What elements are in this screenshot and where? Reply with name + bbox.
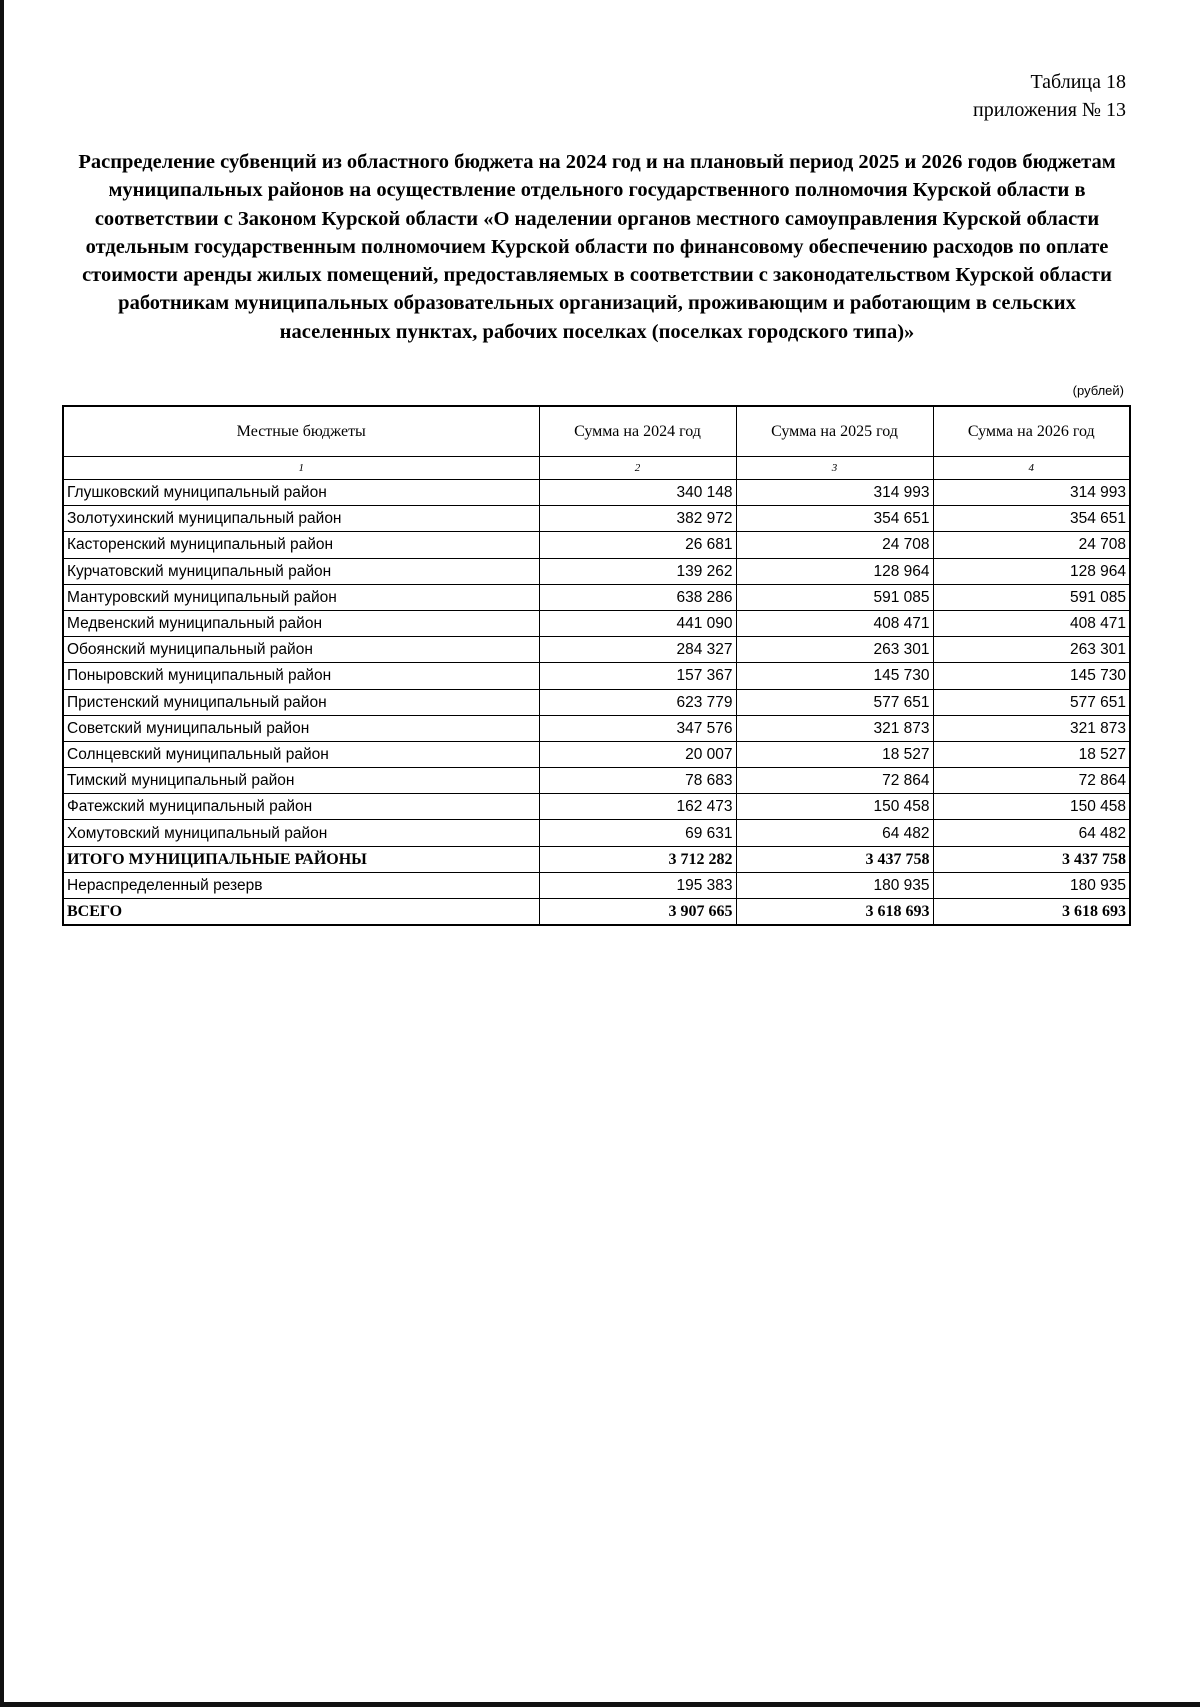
subtotal-row (63, 846, 1130, 872)
amount-2024-cell: 284 327 (539, 637, 736, 663)
col-number-2: 2 (539, 457, 736, 480)
table-row (63, 715, 1130, 741)
col-header-budgets: Местные бюджеты (63, 406, 539, 457)
amount-2026-cell: 3 618 693 (933, 899, 1130, 926)
appendix-label: приложения № 13 (972, 99, 1126, 121)
table-header-row (63, 406, 1130, 457)
district-name-cell: Мантуровский муниципальный район (63, 584, 539, 610)
amount-2024-cell: 162 473 (539, 794, 736, 820)
col-header-2025: Сумма на 2025 год (736, 406, 933, 457)
district-name-cell: Курчатовский муниципальный район (63, 558, 539, 584)
amount-2024-cell: 195 383 (539, 872, 736, 898)
table-row (63, 741, 1130, 767)
col-number-4: 4 (933, 457, 1130, 480)
amount-2024-cell: 3 907 665 (539, 899, 736, 926)
amount-2025-cell: 577 651 (736, 689, 933, 715)
col-header-2024: Сумма на 2024 год (539, 406, 736, 457)
table-row (63, 506, 1130, 532)
table-row (63, 610, 1130, 636)
amount-2026-cell: 577 651 (933, 689, 1130, 715)
amount-2025-cell: 24 708 (736, 532, 933, 558)
amount-2025-cell: 18 527 (736, 741, 933, 767)
scan-edge-left (0, 0, 4, 1707)
amount-2025-cell: 3 618 693 (736, 899, 933, 926)
district-name-cell: Фатежский муниципальный район (63, 794, 539, 820)
amount-2026-cell: 263 301 (933, 637, 1130, 663)
district-name-cell: Обоянский муниципальный район (63, 637, 539, 663)
amount-2026-cell: 3 437 758 (933, 846, 1130, 872)
table-row (63, 768, 1130, 794)
district-name-cell: ВСЕГО (63, 899, 539, 926)
reserve-row (63, 872, 1130, 898)
amount-2026-cell: 145 730 (933, 663, 1130, 689)
subsidy-table (62, 405, 1131, 926)
amount-2025-cell: 354 651 (736, 506, 933, 532)
amount-2024-cell: 347 576 (539, 715, 736, 741)
district-name-cell: Советский муниципальный район (63, 715, 539, 741)
district-name-cell: Тимский муниципальный район (63, 768, 539, 794)
amount-2025-cell: 180 935 (736, 872, 933, 898)
amount-2026-cell: 18 527 (933, 741, 1130, 767)
amount-2025-cell: 145 730 (736, 663, 933, 689)
amount-2024-cell: 623 779 (539, 689, 736, 715)
document-title: Распределение субвенций из областного бюджета на 2024 год и на плановый период 2025 и 2026 годов бюджетам муниципальных районов на осуществление отдельного государственного полномочия Курской области в соответствии с Законом Курской области «О наделении органов местного самоуправления Курской области отдельным государственным полномочием Курской области по финансовому обеспечению расходов по оплате стоимости аренды жилых помещений, предоставляемых в соответствии с законодательством Курской области работникам муниципальных образовательных организаций, проживающим и работающим в сельских населенных пунктах, рабочих поселках (поселках городского типа)» (78, 151, 1116, 343)
table-row (63, 663, 1130, 689)
amount-2024-cell: 157 367 (539, 663, 736, 689)
total-row (63, 899, 1130, 926)
amount-2024-cell: 382 972 (539, 506, 736, 532)
amount-2024-cell: 340 148 (539, 480, 736, 506)
amount-2026-cell: 591 085 (933, 584, 1130, 610)
col-header-2026: Сумма на 2026 год (933, 406, 1130, 457)
table-row (63, 794, 1130, 820)
district-name-cell: Касторенский муниципальный район (63, 532, 539, 558)
amount-2025-cell: 321 873 (736, 715, 933, 741)
table-row (63, 532, 1130, 558)
amount-2026-cell: 314 993 (933, 480, 1130, 506)
district-name-cell: Глушковский муниципальный район (63, 480, 539, 506)
amount-2025-cell: 263 301 (736, 637, 933, 663)
amount-2026-cell: 180 935 (933, 872, 1130, 898)
district-name-cell: Золотухинский муниципальный район (63, 506, 539, 532)
amount-2024-cell: 441 090 (539, 610, 736, 636)
amount-2026-cell: 408 471 (933, 610, 1130, 636)
amount-2026-cell: 128 964 (933, 558, 1130, 584)
col-number-1: 1 (63, 457, 539, 480)
table-row (63, 689, 1130, 715)
district-name-cell: ИТОГО МУНИЦИПАЛЬНЫЕ РАЙОНЫ (63, 846, 539, 872)
amount-2024-cell: 26 681 (539, 532, 736, 558)
table-reference (973, 68, 1126, 124)
district-name-cell: Хомутовский муниципальный район (63, 820, 539, 846)
district-name-cell: Поныровский муниципальный район (63, 663, 539, 689)
district-name-cell: Медвенский муниципальный район (63, 610, 539, 636)
amount-2024-cell: 638 286 (539, 584, 736, 610)
amount-2025-cell: 314 993 (736, 480, 933, 506)
column-number-row (63, 457, 1130, 480)
amount-2025-cell: 408 471 (736, 610, 933, 636)
amount-2024-cell: 3 712 282 (539, 846, 736, 872)
amount-2025-cell: 150 458 (736, 794, 933, 820)
amount-2026-cell: 72 864 (933, 768, 1130, 794)
amount-2026-cell: 150 458 (933, 794, 1130, 820)
table-row (63, 480, 1130, 506)
amount-2025-cell: 591 085 (736, 584, 933, 610)
table-row (63, 820, 1130, 846)
amount-2024-cell: 139 262 (539, 558, 736, 584)
table-row (63, 584, 1130, 610)
amount-2026-cell: 64 482 (933, 820, 1130, 846)
amount-2024-cell: 69 631 (539, 820, 736, 846)
amount-2025-cell: 72 864 (736, 768, 933, 794)
amount-2026-cell: 321 873 (933, 715, 1130, 741)
table-body (63, 480, 1130, 926)
amount-2026-cell: 354 651 (933, 506, 1130, 532)
amount-2026-cell: 24 708 (933, 532, 1130, 558)
amount-2024-cell: 20 007 (539, 741, 736, 767)
amount-2024-cell: 78 683 (539, 768, 736, 794)
table-label: Таблица 18 (1030, 71, 1126, 93)
amount-2025-cell: 64 482 (736, 820, 933, 846)
col-number-3: 3 (736, 457, 933, 480)
amount-2025-cell: 3 437 758 (736, 846, 933, 872)
district-name-cell: Солнцевский муниципальный район (63, 741, 539, 767)
scan-edge-bottom (0, 1702, 1200, 1707)
amount-2025-cell: 128 964 (736, 558, 933, 584)
units-label: (рублей) (1072, 383, 1124, 398)
district-name-cell: Пристенский муниципальный район (63, 689, 539, 715)
district-name-cell: Нераспределенный резерв (63, 872, 539, 898)
table-row (63, 558, 1130, 584)
table-row (63, 637, 1130, 663)
